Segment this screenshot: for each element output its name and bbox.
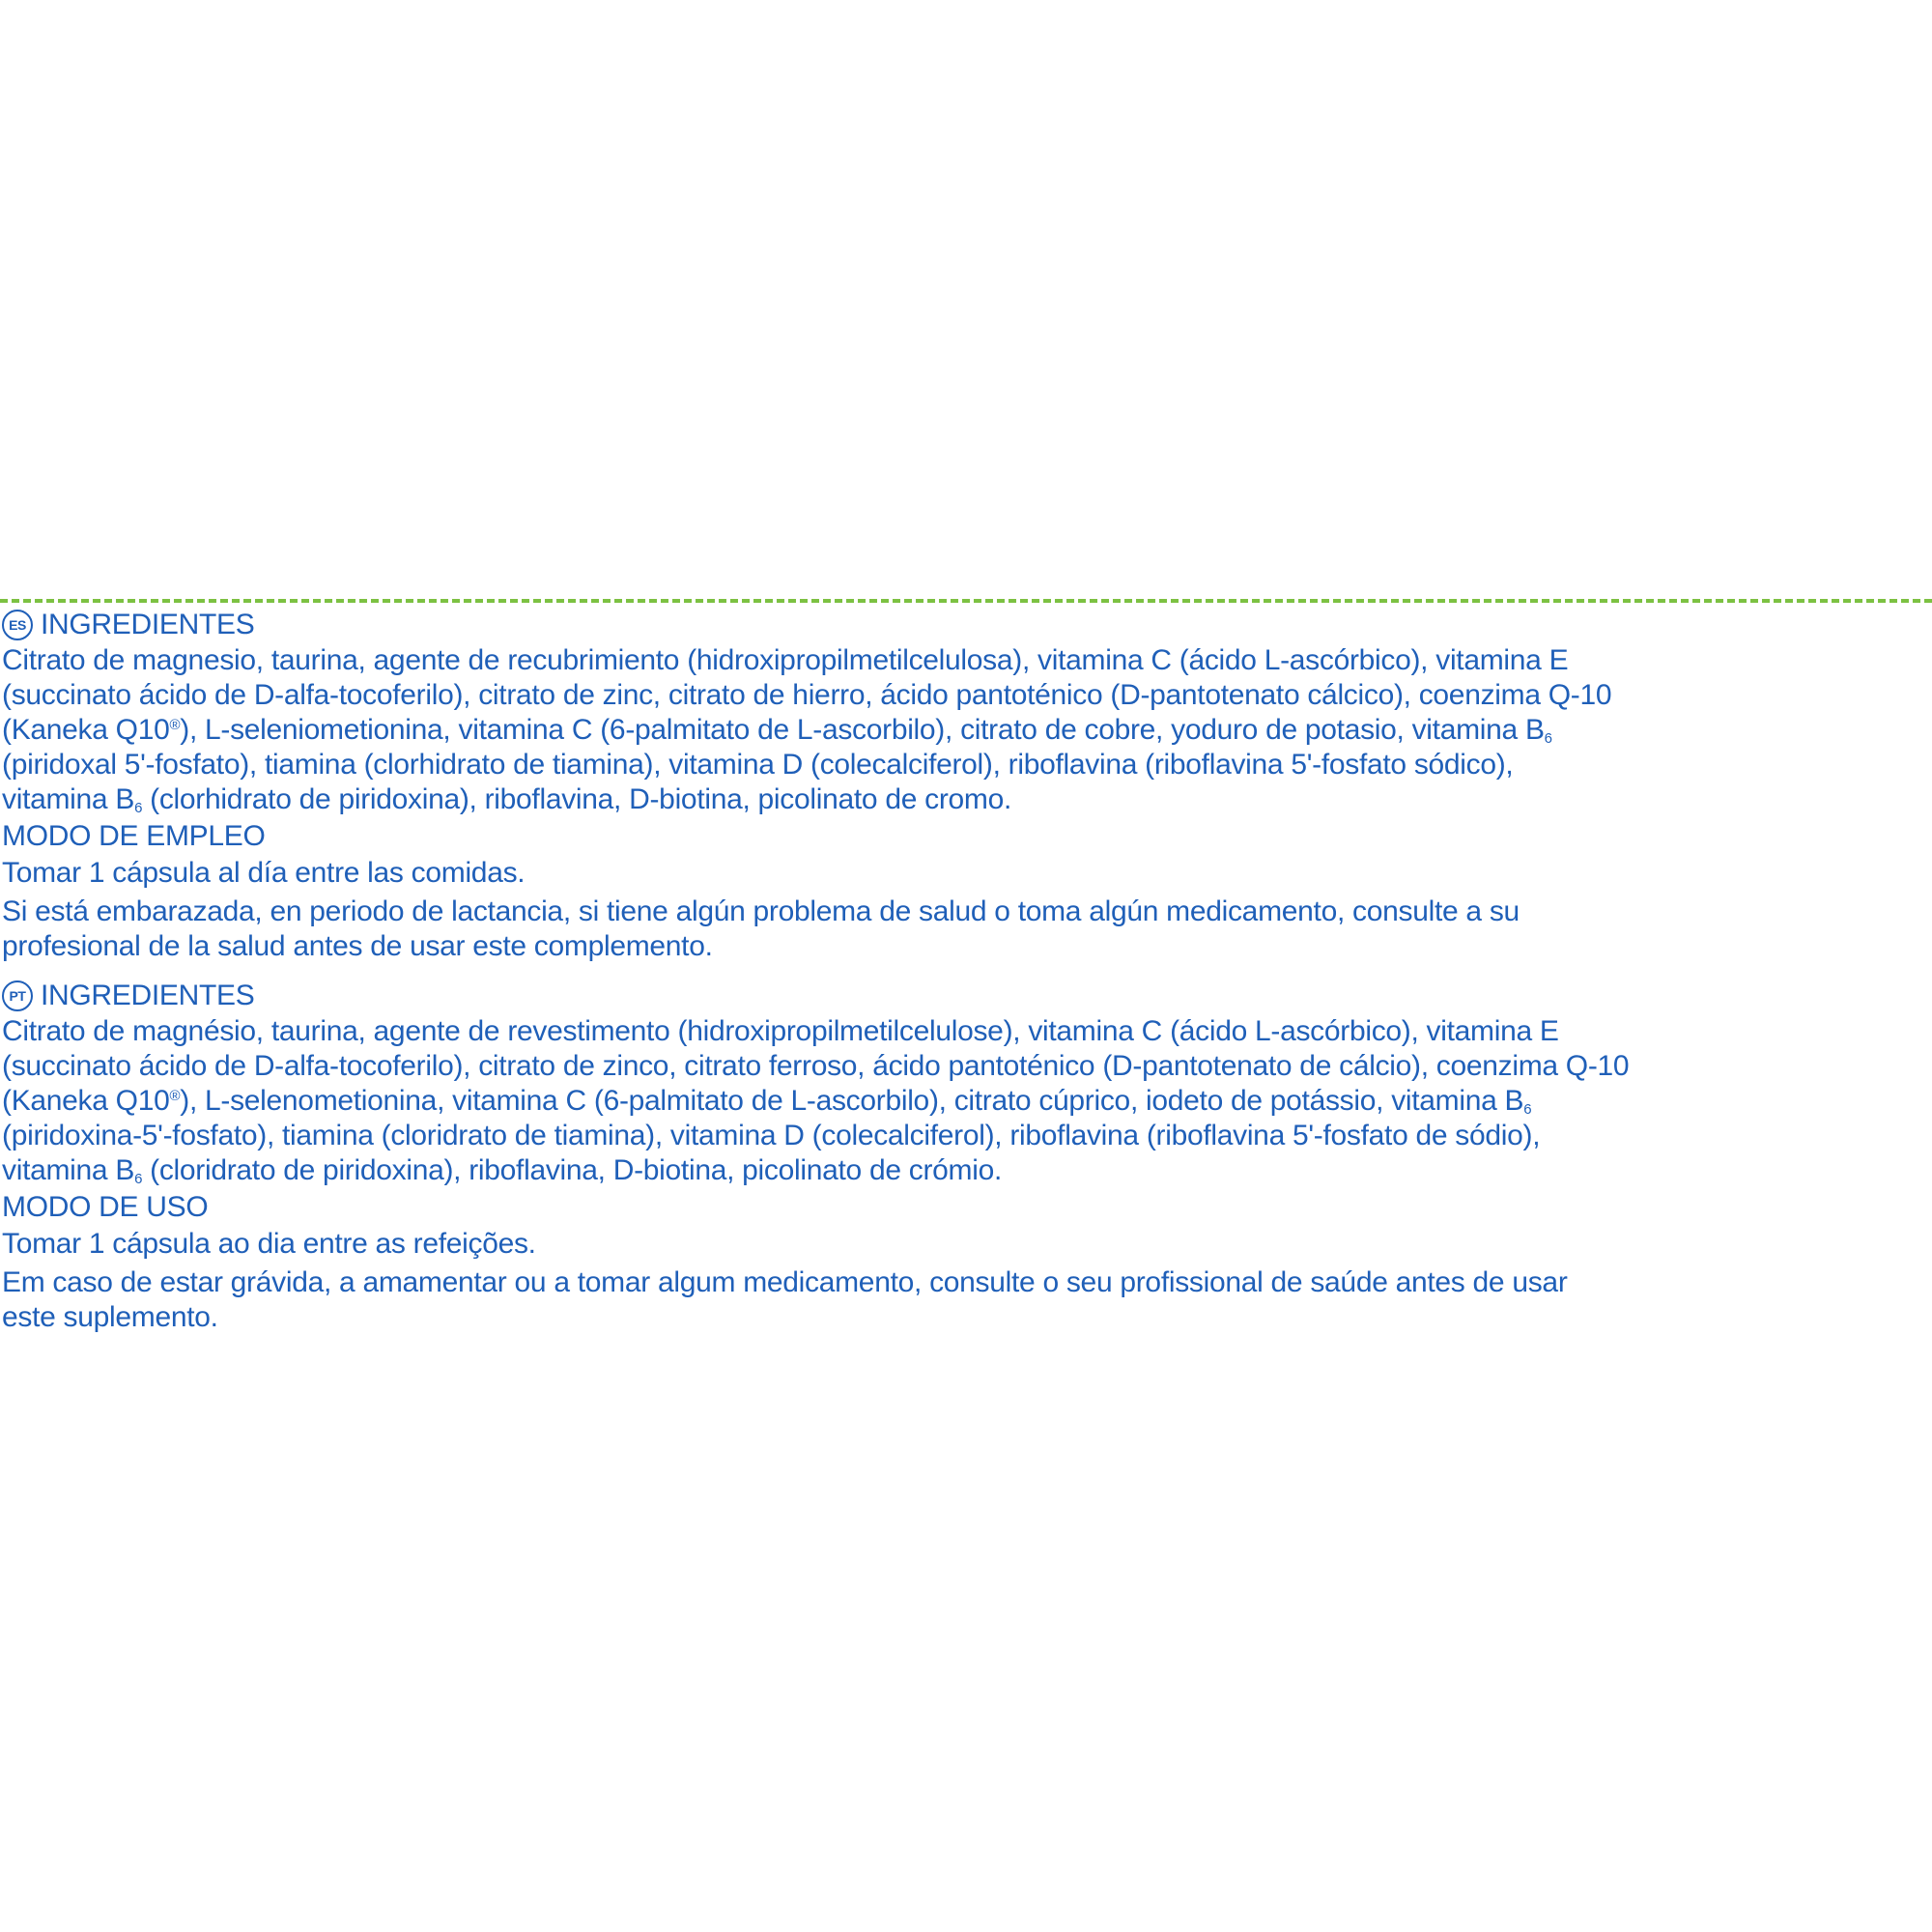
es-ingredients-line: vitamina $B_6$ (clorhidrato de piridoxina), riboflavina, D-biotina, picolinato de cromo. (2, 783, 1012, 816)
es-warning (2, 895, 1928, 964)
es-ingredients-title: INGREDIENTES (41, 609, 255, 640)
pt-ingredients-line: (succinato ácido de D-alfa-tocoferilo), citrato de zinco, citrato ferroso, ácido pantoténico (D-pantotenato de cálcio), coenzima Q-10 (2, 1050, 1630, 1082)
dashed-divider (0, 599, 1932, 603)
es-ingredients-list (2, 643, 1928, 817)
pt-dosage (2, 1227, 1928, 1262)
es-language-badge-icon: ES (2, 610, 33, 640)
es-ingredients-line: (succinato ácido de D-alfa-tocoferilo), citrato de zinc, citrato de hierro, ácido pantoténico (D-pantotenato cálcico), coenzima Q-10 (2, 679, 1612, 711)
pt-ingredients-list (2, 1014, 1928, 1188)
es-ingredients-line: (piridoxal 5'-fosfato), tiamina (clorhidrato de tiamina), vitamina D (colecalciferol), riboflavina (riboflavina 5'-fosfato sódico), (2, 749, 1514, 781)
es-ingredients-heading (2, 607, 1928, 643)
section-pt (2, 978, 1928, 1335)
pt-dosage-line: Tomar 1 cápsula ao dia entre as refeições. (2, 1228, 536, 1260)
es-ingredients-line: Citrato de magnesio, taurina, agente de recubrimiento (hidroxipropilmetilcelulosa), vitamina C (ácido L-ascórbico), vitamina E (2, 644, 1569, 676)
es-warning-line: Si está embarazada, en periodo de lactancia, si tiene algún problema de salud o toma algún medicamento, consulte a su (2, 895, 1520, 927)
pt-warning-line: este suplemento. (2, 1301, 218, 1333)
pt-usage-heading: MODO DE USO (2, 1191, 209, 1223)
pt-ingredients-line: vitamina $B_6$ (cloridrato de piridoxina), riboflavina, D-biotina, picolinato de crómio. (2, 1154, 1003, 1187)
es-usage-heading: MODO DE EMPLEO (2, 820, 266, 852)
pt-ingredients-line: Citrato de magnésio, taurina, agente de revestimento (hidroxipropilmetilcelulose), vitamina C (ácido L-ascórbico), vitamina E (2, 1015, 1559, 1047)
section-es (2, 607, 1928, 964)
pt-warning (2, 1265, 1928, 1335)
pt-language-badge-icon: PT (2, 980, 33, 1011)
es-warning-line: profesional de la salud antes de usar este complemento. (2, 930, 713, 962)
pt-ingredients-heading (2, 978, 1928, 1014)
pt-ingredients-line: (Kaneka Q10®), L-selenometionina, vitamina C (6-palmitato de L-ascorbilo), citrato cúprico, iodeto de potássio, vitamina $B_6$ (2, 1085, 1532, 1118)
es-ingredients-line: (Kaneka Q10®), L-seleniometionina, vitamina C (6-palmitato de L-ascorbilo), citrato de cobre, yoduro de potasio, vitamina $B_6$ (2, 714, 1552, 747)
pt-ingredients-line: (piridoxina-5'-fosfato), tiamina (cloridrato de tiamina), vitamina D (colecalciferol), riboflavina (riboflavina 5'-fosfato de sódio), (2, 1120, 1541, 1151)
pt-warning-line: Em caso de estar grávida, a amamentar ou a tomar algum medicamento, consulte o seu profissional de saúde antes de usar (2, 1266, 1568, 1298)
pt-ingredients-title: INGREDIENTES (41, 980, 255, 1011)
es-dosage-line: Tomar 1 cápsula al día entre las comidas. (2, 857, 526, 889)
es-dosage (2, 856, 1928, 891)
